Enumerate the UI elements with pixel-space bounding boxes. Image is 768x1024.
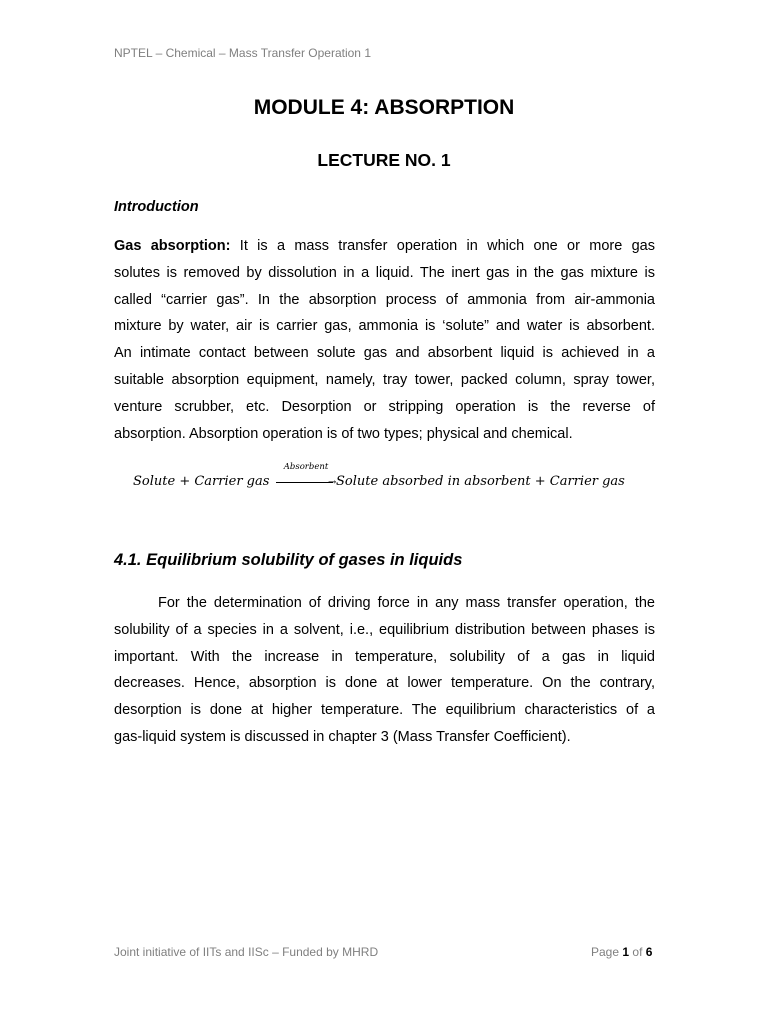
gas-absorption-paragraph <box>114 233 655 447</box>
page-number <box>591 945 652 959</box>
of-word: of <box>632 945 643 959</box>
equation-reactants: Solute + Carrier gas <box>133 474 270 489</box>
paragraph-line: solubility of a species in a solvent, i.e., equilibrium distribution between phases is <box>114 621 655 638</box>
arrow-label: Absorbent <box>283 462 329 472</box>
paragraph-line: For the determination of driving force in any mass transfer operation, the <box>158 595 655 611</box>
paragraph-line: An intimate contact between solute gas and absorbent liquid is achieved in a <box>114 345 655 362</box>
equation-products: Solute absorbed in absorbent + Carrier gas <box>336 474 625 489</box>
paragraph-line: solutes is removed by dissolution in a liquid. The inert gas in the gas mixture is <box>114 264 655 281</box>
equilibrium-paragraph <box>114 590 655 751</box>
paragraph-line: gas-liquid system is discussed in chapter 3 (Mass Transfer Coefficient). <box>114 728 571 745</box>
module-title: MODULE 4: ABSORPTION <box>253 96 515 119</box>
paragraph-line: absorption. Absorption operation is of two types; physical and chemical. <box>114 425 573 442</box>
paragraph-line: desorption is done at higher temperature. The equilibrium characteristics of a <box>114 702 655 719</box>
paragraph-line <box>114 233 655 260</box>
introduction-heading: Introduction <box>114 199 199 215</box>
running-header: NPTEL – Chemical – Mass Transfer Operation 1 <box>114 46 371 60</box>
paragraph-text: It is a mass transfer operation in which one or more gas <box>230 238 655 254</box>
paragraph-line: suitable absorption equipment, namely, tray tower, packed column, spray tower, <box>114 371 655 388</box>
absorption-equation <box>133 462 653 496</box>
paragraph-line: decreases. Hence, absorption is done at lower temperature. On the contrary, <box>114 675 655 692</box>
paragraph-line: mixture by water, air is carrier gas, ammonia is ‘solute” and water is absorbent. <box>114 318 655 335</box>
paragraph-line: called “carrier gas”. In the absorption process of ammonia from air-ammonia <box>114 291 655 308</box>
arrow-head-icon: → <box>328 477 337 488</box>
paragraph-line: important. With the increase in temperature, solubility of a gas in liquid <box>114 648 655 665</box>
current-page: 1 <box>622 945 630 959</box>
arrow-shaft <box>276 482 333 483</box>
paragraph-line: venture scrubber, etc. Desorption or stripping operation is the reverse of <box>114 398 655 415</box>
reaction-arrow <box>276 462 336 496</box>
term-gas-absorption: Gas absorption: <box>114 238 231 254</box>
lecture-title: LECTURE NO. 1 <box>317 150 451 170</box>
page-word: Page <box>591 945 620 959</box>
total-pages: 6 <box>645 945 653 959</box>
footer-credit: Joint initiative of IITs and IISc – Funded by MHRD <box>114 945 379 959</box>
section-heading: 4.1. Equilibrium solubility of gases in liquids <box>114 551 463 569</box>
